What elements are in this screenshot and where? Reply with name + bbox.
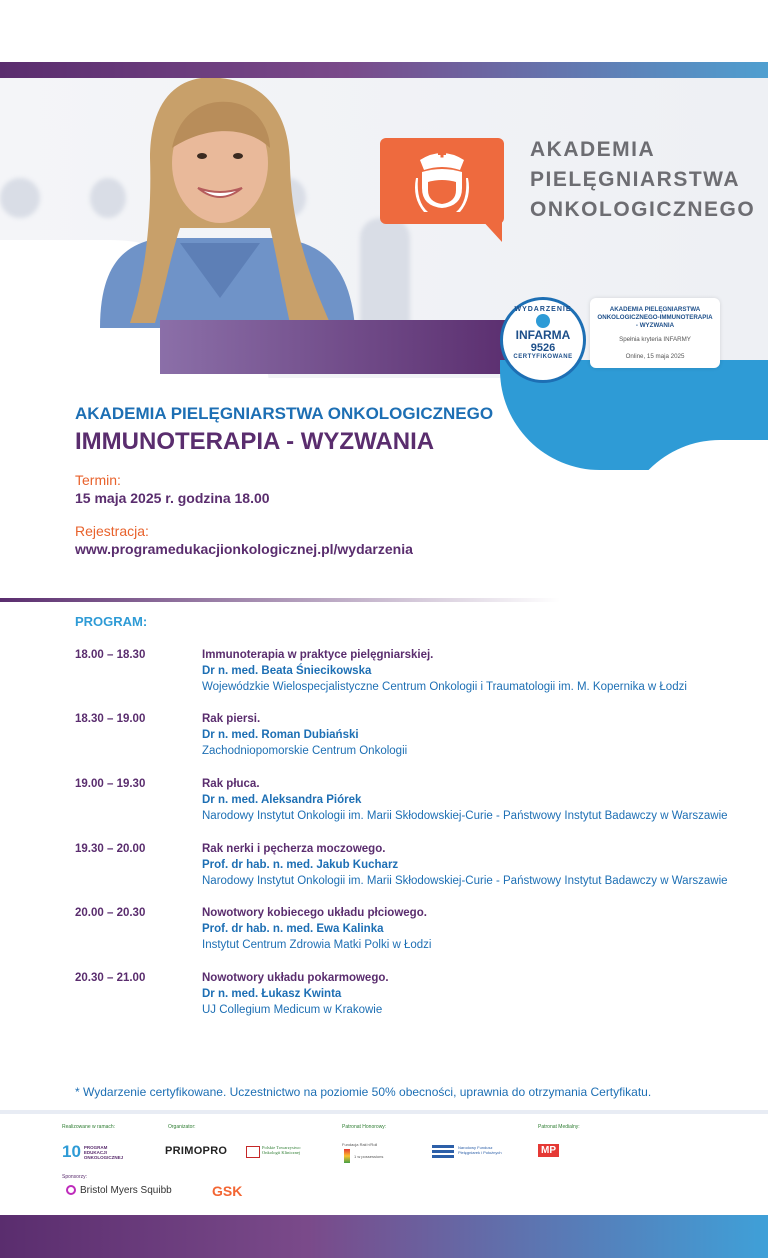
organizer-label: Organizator: [168, 1124, 196, 1130]
media-logo: MP [538, 1144, 559, 1157]
program-logo [62, 1142, 126, 1162]
program-speaker: Dr n. med. Łukasz Kwinta [202, 988, 342, 1000]
foundation-sub: 1 w possessions [354, 1154, 384, 1159]
bottom-color-bar [0, 1215, 768, 1258]
nfpp-icon [432, 1145, 454, 1159]
certification-badge [500, 297, 586, 383]
infarma-icon [536, 314, 550, 328]
program-time: 20.00 – 20.30 [75, 907, 146, 919]
program-title: PROGRAM: [75, 614, 148, 629]
program-time: 19.00 – 19.30 [75, 778, 146, 790]
cert-criteria: Spełnia kryteria INFARMY [619, 336, 691, 343]
brand-line-3: ONKOLOGICZNEGO [530, 198, 756, 221]
badge-top-text: WYDARZENIE [514, 306, 572, 313]
bms-logo: Bristol Myers Squibb [80, 1185, 172, 1196]
program-speaker: Dr n. med. Beata Śniecikowska [202, 665, 372, 677]
bubble-tail [480, 218, 502, 242]
program-topic: Rak płuca. [202, 778, 260, 790]
badge-name: INFARMA [515, 328, 571, 342]
badge-number: 9526 [530, 342, 556, 354]
hero-purple-band [160, 320, 520, 374]
cert-date: Online, 15 maja 2025 [625, 353, 685, 360]
certificate-card [590, 298, 720, 368]
cert-title: AKADEMIA PIELĘGNIARSTWA ONKOLOGICZNEGO-IMMUNOTERAPIA - WYZWANIA [597, 306, 713, 329]
foundation-icon [344, 1149, 350, 1163]
program-time: 18.30 – 19.00 [75, 713, 146, 725]
gsk-logo: GSK [212, 1183, 243, 1199]
foundation-logo: Fundacja Rak'n'Roll [342, 1142, 378, 1147]
program-institution: UJ Collegium Medicum w Krakowie [202, 1004, 383, 1016]
nurse-logo-bubble [380, 138, 504, 224]
program-time: 18.00 – 18.30 [75, 649, 146, 661]
hospital-logo: Narodowy Fundusz Pielęgniarek i Położnych [458, 1145, 502, 1155]
brand-line-2: PIELĘGNIARSTWA [530, 168, 741, 191]
registration-link[interactable]: www.programedukacjionkologicznej.pl/wydarzenia [75, 541, 413, 557]
honorary-label: Patronat Honorowy: [342, 1124, 387, 1130]
program-institution: Narodowy Instytut Onkologii im. Marii Skłodowskiej-Curie - Państwowy Instytut Badawczy w Warszawie [202, 810, 728, 822]
program-topic: Immunoterapia w praktyce pielęgniarskiej. [202, 649, 434, 661]
program-time: 19.30 – 20.00 [75, 843, 146, 855]
nurse-icon [380, 138, 504, 224]
section-divider [0, 598, 560, 602]
program-speaker: Dr n. med. Roman Dubiański [202, 729, 359, 741]
certification-footnote: * Wydarzenie certyfikowane. Uczestnictwo na poziomie 50% obecności, uprawnia do otrzymania Certyfikatu. [75, 1085, 652, 1099]
program-topic: Rak piersi. [202, 713, 261, 725]
program-speaker: Dr n. med. Aleksandra Piórek [202, 794, 362, 806]
nurse-photo [60, 78, 390, 328]
program-institution: Instytut Centrum Zdrowia Matki Polki w Łodzi [202, 939, 432, 951]
program-topic: Nowotwory układu pokarmowego. [202, 972, 389, 984]
program-topic: Rak nerki i pęcherza moczowego. [202, 843, 386, 855]
program-institution: Wojewódzkie Wielospecjalistyczne Centrum Onkologii i Traumatologii im. M. Kopernika w Łodzi [202, 681, 687, 693]
ptok-icon [246, 1146, 260, 1158]
program-time: 20.30 – 21.00 [75, 972, 146, 984]
term-label: Termin: [75, 472, 121, 488]
term-value: 15 maja 2025 r. godzina 18.00 [75, 490, 270, 506]
event-title: IMMUNOTERAPIA - WYZWANIA [75, 428, 435, 455]
program-speaker: Prof. dr hab. n. med. Jakub Kucharz [202, 859, 399, 871]
program-institution: Zachodniopomorskie Centrum Onkologii [202, 745, 408, 757]
top-color-bar [0, 62, 768, 78]
registration-label: Rejestracja: [75, 523, 149, 539]
organizer-logo: PRIMOPRO [165, 1145, 228, 1157]
event-header: AKADEMIA PIELĘGNIARSTWA ONKOLOGICZNEGO [75, 404, 494, 423]
program-logo-number: 10 [62, 1142, 81, 1161]
bms-icon [66, 1185, 76, 1195]
media-label: Patronat Medialny: [538, 1124, 580, 1130]
society-logo: Polskie Towarzystwo Onkologii Klinicznej [262, 1145, 301, 1155]
program-logo-text: PROGRAM EDUKACJI ONKOLOGICZNEJ [83, 1144, 124, 1160]
program-speaker: Prof. dr hab. n. med. Ewa Kalinka [202, 923, 384, 935]
badge-bottom-text: CERTYFIKOWANE [513, 354, 573, 360]
realized-label: Realizowane w ramach: [62, 1124, 116, 1130]
brand-title [530, 135, 760, 225]
program-topic: Nowotwory kobiecego układu płciowego. [202, 907, 427, 919]
sponsor-label: Sponsorzy: [62, 1174, 88, 1180]
brand-line-1: AKADEMIA [530, 138, 656, 161]
program-institution: Narodowy Instytut Onkologii im. Marii Skłodowskiej-Curie - Państwowy Instytut Badawczy w Warszawie [202, 875, 728, 887]
